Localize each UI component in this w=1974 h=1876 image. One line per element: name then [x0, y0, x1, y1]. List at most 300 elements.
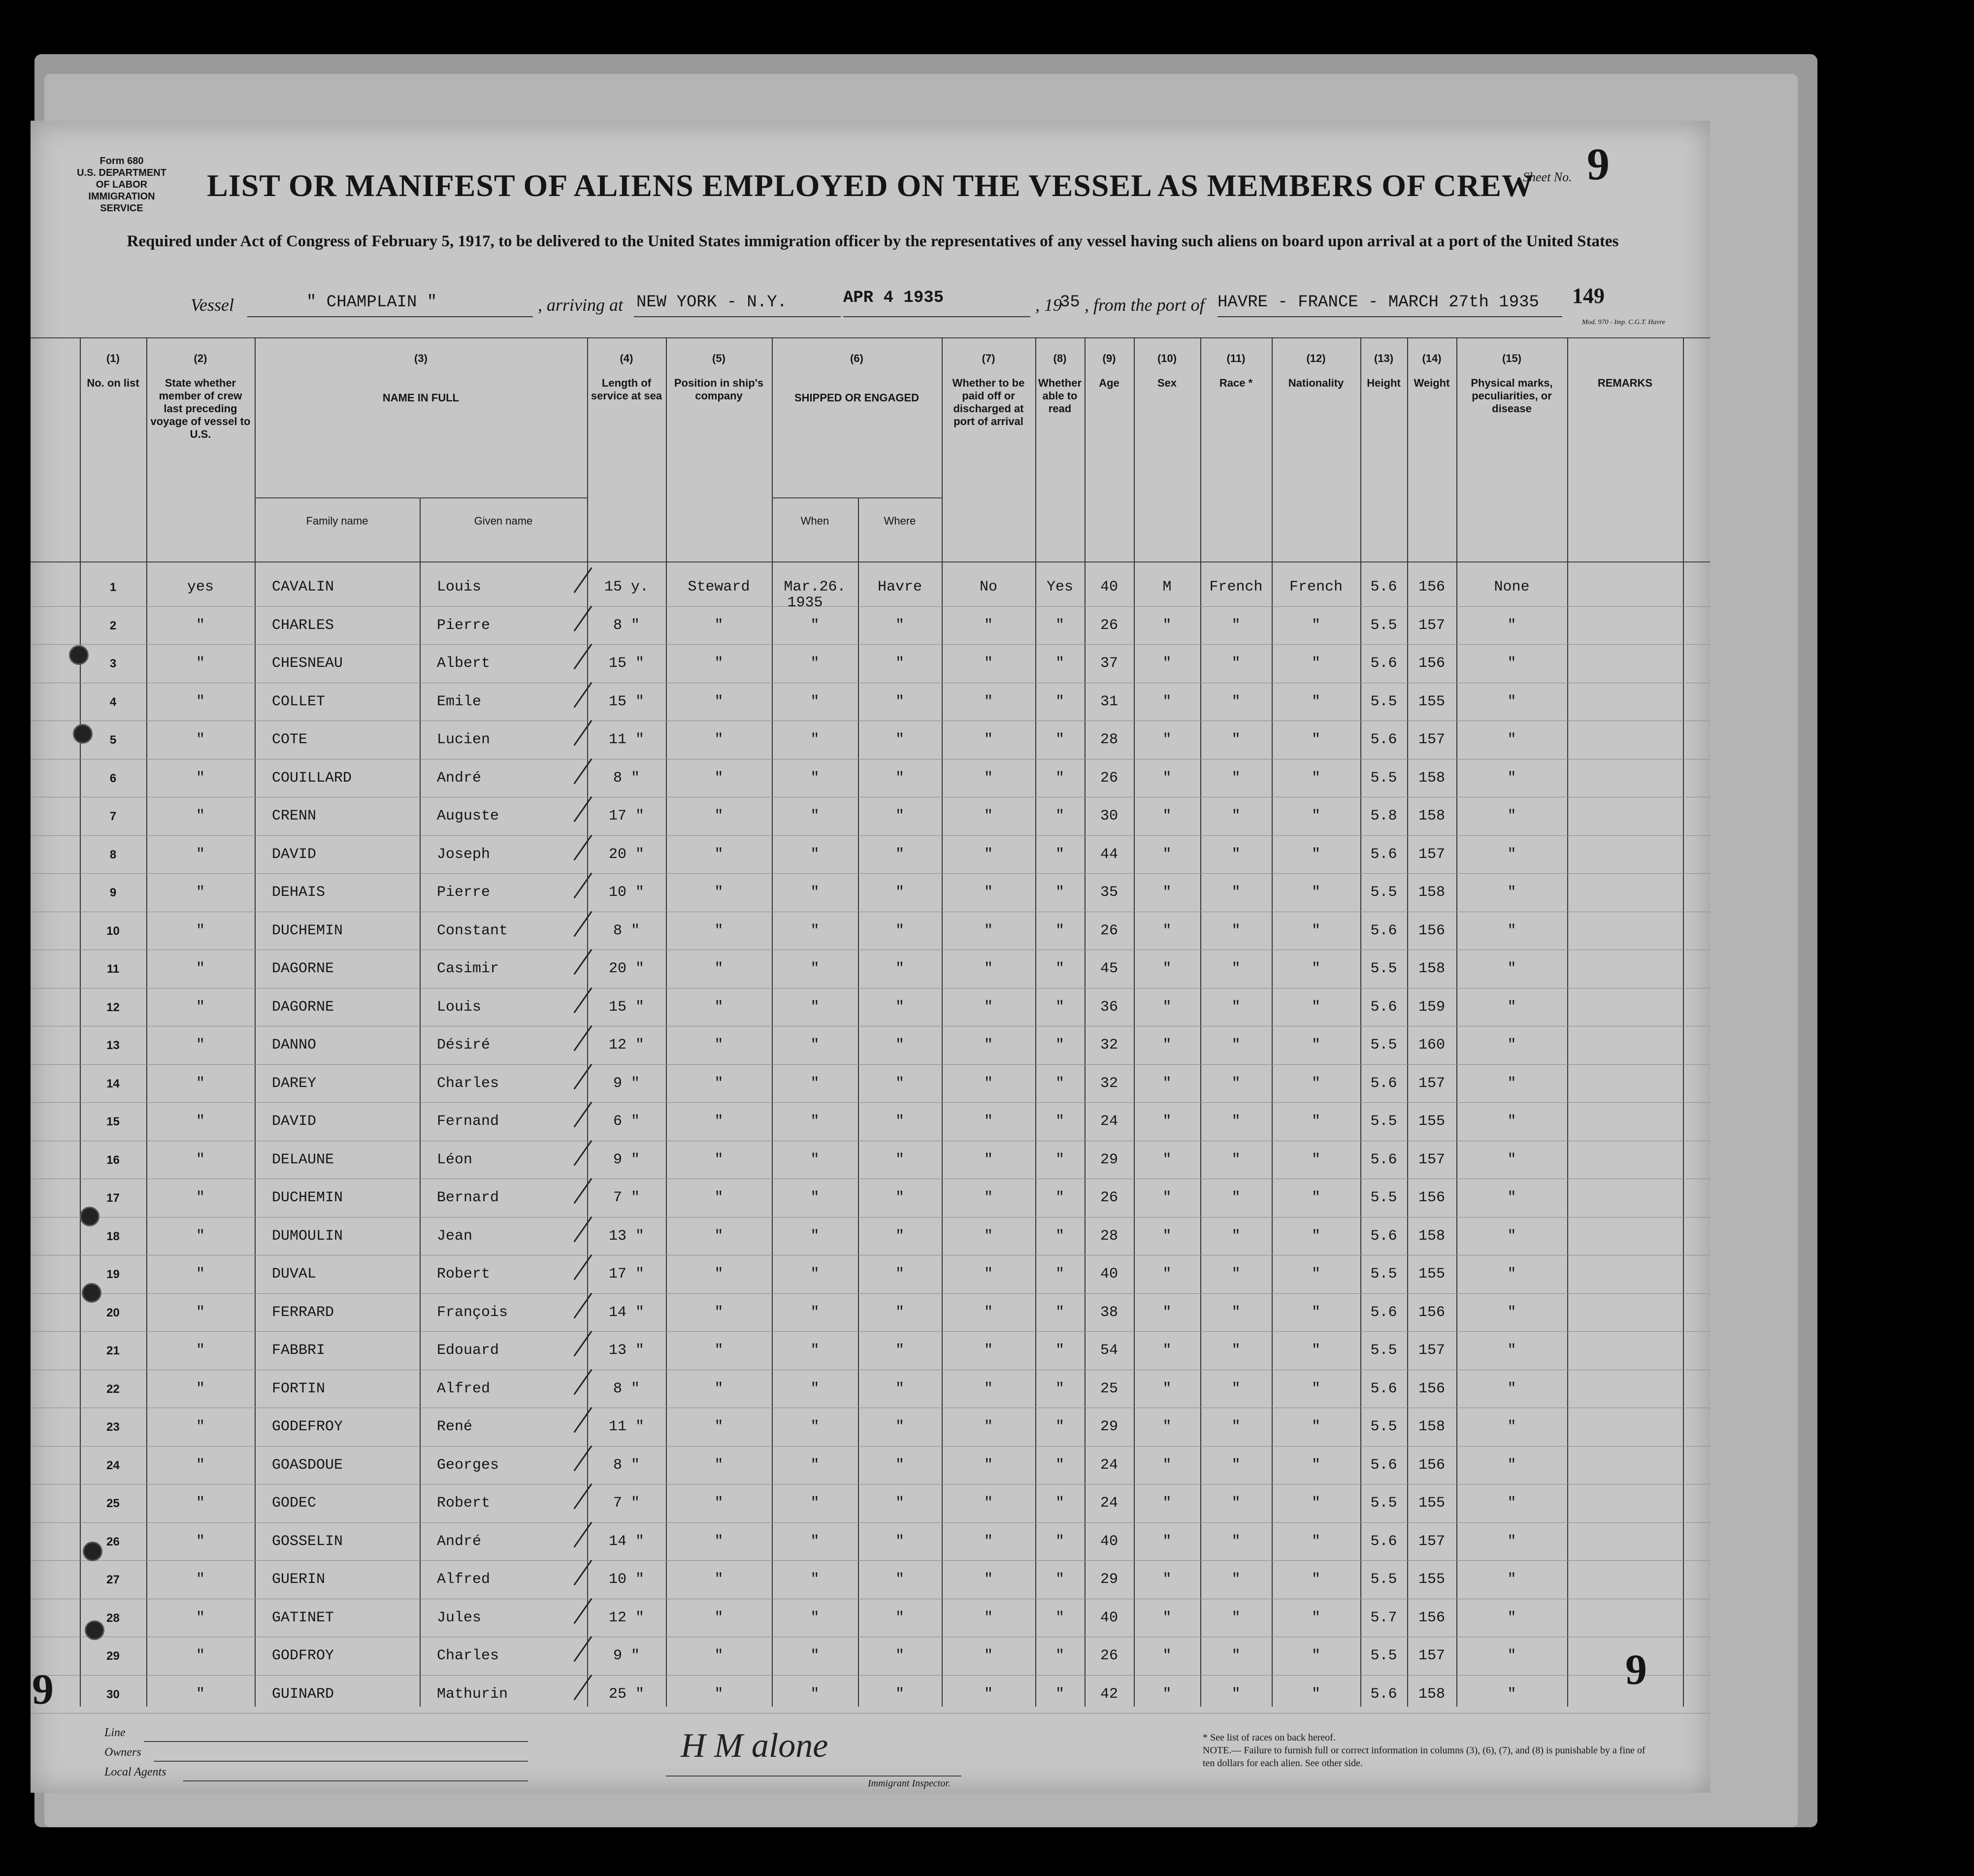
cell-marks: None — [1494, 579, 1530, 595]
cell-marks: " — [1507, 655, 1516, 672]
cell-nat: " — [1311, 1037, 1320, 1053]
cell-weight: 156 — [1418, 1456, 1445, 1474]
cell-where: " — [895, 769, 904, 787]
cell-height: 5.6 — [1370, 846, 1397, 863]
cell-paid: " — [984, 1609, 993, 1626]
cell-height: 5.5 — [1370, 1266, 1397, 1283]
cell-no: 21 — [106, 1344, 120, 1357]
column-header: Whether to be paid off or discharged at port of arrival — [952, 377, 1025, 428]
cell-read: " — [1055, 884, 1064, 901]
sheet-number-footer-right: 9 — [1625, 1646, 1647, 1694]
cell-race: " — [1231, 769, 1241, 787]
cell-read: " — [1055, 1571, 1064, 1588]
cell-height: 5.6 — [1370, 998, 1397, 1016]
cell-age: 40 — [1100, 1533, 1118, 1550]
cell-paid: " — [984, 769, 993, 787]
cell-where: " — [895, 884, 904, 901]
cell-no: 7 — [109, 810, 117, 823]
column-header: State whether member of crew last preceding voyage of vessel to U.S. — [150, 377, 251, 440]
cell-race: " — [1231, 1037, 1241, 1053]
column-header: Height — [1367, 377, 1401, 389]
column-header: Weight — [1414, 377, 1450, 389]
table-row — [31, 1490, 1710, 1528]
cell-paid: " — [984, 693, 993, 710]
cell-race: " — [1231, 922, 1241, 939]
cell-age: 54 — [1100, 1342, 1118, 1359]
vessel-line — [31, 291, 1710, 320]
cell-prev: " — [196, 1075, 205, 1092]
cell-no: 10 — [106, 924, 120, 938]
cell-service: 9 " — [613, 1075, 640, 1092]
cell-read: " — [1055, 1380, 1064, 1397]
cell-sex: " — [1162, 998, 1172, 1016]
date-stamp: APR 4 1935 — [843, 289, 944, 307]
cell-given: Alfred — [437, 1571, 491, 1588]
cell-age: 29 — [1100, 1418, 1118, 1435]
cell-prev: " — [196, 846, 205, 863]
subcolumn-header: Given name — [474, 515, 533, 527]
cell-age: 40 — [1100, 579, 1118, 595]
column-number: (11) — [1226, 352, 1246, 364]
cell-prev: " — [196, 1571, 205, 1588]
cell-family: COUILLARD — [272, 769, 352, 787]
cell-where: " — [895, 1227, 904, 1245]
cell-sex: " — [1162, 1495, 1172, 1512]
cell-where: " — [895, 1418, 904, 1435]
sheet-number: 9 — [1587, 139, 1610, 189]
cell-prev: " — [196, 617, 205, 634]
table-row — [31, 1376, 1710, 1414]
cell-marks: " — [1507, 1685, 1516, 1703]
cell-race: " — [1231, 1151, 1241, 1168]
cell-weight: 156 — [1418, 1380, 1445, 1397]
cell-age: 40 — [1100, 1609, 1118, 1626]
cell-age: 25 — [1100, 1380, 1118, 1397]
cell-when: " — [810, 1189, 820, 1206]
cell-paid: " — [984, 1037, 993, 1053]
cell-marks: " — [1507, 731, 1516, 748]
cell-given: René — [437, 1418, 473, 1435]
cell-age: 26 — [1100, 1189, 1118, 1206]
cell-nat: " — [1311, 1647, 1320, 1664]
cell-height: 5.7 — [1370, 1609, 1397, 1626]
cell-sex: " — [1162, 808, 1172, 824]
manifest-sheet — [31, 121, 1710, 1793]
cell-position: " — [714, 1533, 724, 1550]
arriving-port: NEW YORK - N.Y. — [636, 293, 788, 312]
cell-family: GODEC — [272, 1495, 317, 1512]
cell-paid: " — [984, 617, 993, 634]
cell-where: " — [895, 1189, 904, 1206]
cell-given: Robert — [437, 1495, 491, 1512]
cell-no: 18 — [106, 1229, 120, 1243]
cell-read: " — [1055, 1266, 1064, 1283]
cell-age: 31 — [1100, 693, 1118, 710]
cell-marks: " — [1507, 998, 1516, 1016]
cell-where: " — [895, 1609, 904, 1626]
cell-sex: " — [1162, 1189, 1172, 1206]
cell-when: " — [810, 884, 820, 901]
cell-position: " — [714, 1075, 724, 1092]
cell-sex: " — [1162, 731, 1172, 748]
cell-given: Charles — [437, 1647, 499, 1664]
subcolumn-header: Where — [884, 515, 916, 527]
cell-age: 24 — [1100, 1456, 1118, 1474]
cell-when: " — [810, 808, 820, 824]
penalty-note: NOTE.— Failure to furnish full or correct information in columns (3), (6), (7), and (8) is punishable by a fine of ten dollars for each alien. See other side. — [1203, 1745, 1645, 1769]
cell-age: 26 — [1100, 922, 1118, 939]
cell-prev: " — [196, 1495, 205, 1512]
cell-sex: " — [1162, 1113, 1172, 1130]
cell-marks: " — [1507, 1533, 1516, 1550]
cell-nat: " — [1311, 846, 1320, 863]
cell-height: 5.5 — [1370, 693, 1397, 710]
cell-nat: " — [1311, 1418, 1320, 1435]
cell-marks: " — [1507, 1189, 1516, 1206]
cell-paid: " — [984, 808, 993, 824]
cell-service: 10 " — [608, 1571, 644, 1588]
table-row — [31, 1452, 1710, 1490]
cell-paid: " — [984, 1495, 993, 1512]
cell-sex: " — [1162, 1571, 1172, 1588]
cell-where: " — [895, 1037, 904, 1053]
cell-service: 7 " — [613, 1495, 640, 1512]
cell-race: " — [1231, 846, 1241, 863]
cell-when: " — [810, 731, 820, 748]
cell-when: " — [810, 1571, 820, 1588]
cell-where: " — [895, 846, 904, 863]
cell-given: Auguste — [437, 808, 499, 824]
cell-service: 8 " — [613, 1456, 640, 1474]
cell-race: " — [1231, 808, 1241, 824]
cell-sex: " — [1162, 1380, 1172, 1397]
cell-race: " — [1231, 1495, 1241, 1512]
cell-height: 5.6 — [1370, 655, 1397, 672]
cell-sex: " — [1162, 1075, 1172, 1092]
table-row — [31, 994, 1710, 1032]
cell-family: CAVALIN — [272, 579, 334, 595]
cell-prev: " — [196, 731, 205, 748]
cell-prev: " — [196, 1647, 205, 1664]
cell-race: " — [1231, 1456, 1241, 1474]
vessel-name: " CHAMPLAIN " — [306, 293, 437, 312]
cell-given: Lucien — [437, 731, 491, 748]
cell-nat: " — [1311, 1456, 1320, 1474]
cell-position: " — [714, 1456, 724, 1474]
cell-paid: " — [984, 1342, 993, 1359]
cell-prev: " — [196, 998, 205, 1016]
cell-where: " — [895, 1495, 904, 1512]
cell-position: Steward — [688, 579, 750, 595]
cell-age: 28 — [1100, 731, 1118, 748]
cell-when: " — [810, 1342, 820, 1359]
cell-weight: 155 — [1418, 693, 1445, 710]
cell-paid: " — [984, 1113, 993, 1130]
cell-where: Havre — [877, 579, 922, 595]
cell-marks: " — [1507, 693, 1516, 710]
cell-age: 32 — [1100, 1037, 1118, 1053]
cell-no: 19 — [106, 1268, 120, 1281]
cell-service: 10 " — [608, 884, 644, 901]
cell-service: 9 " — [613, 1151, 640, 1168]
cell-age: 45 — [1100, 960, 1118, 977]
column-number: (7) — [982, 352, 995, 364]
cell-position: " — [714, 1113, 724, 1130]
race-note: * See list of races on back hereof. — [1203, 1732, 1336, 1743]
table-row — [31, 1643, 1710, 1681]
cell-weight: 156 — [1418, 655, 1445, 672]
cell-family: GODFROY — [272, 1647, 334, 1664]
cell-read: Yes — [1046, 579, 1073, 595]
cell-weight: 155 — [1418, 1571, 1445, 1588]
cell-read: " — [1055, 693, 1064, 710]
cell-weight: 160 — [1418, 1037, 1445, 1053]
table-row — [31, 1337, 1710, 1376]
line-label: Line — [104, 1726, 126, 1739]
binder-hole-icon — [83, 1542, 102, 1561]
cell-read: " — [1055, 922, 1064, 939]
cell-no: 30 — [106, 1687, 120, 1701]
cell-given: Charles — [437, 1075, 499, 1092]
cell-age: 24 — [1100, 1495, 1118, 1512]
cell-family: DELAUNE — [272, 1151, 334, 1168]
reference-number: 149 — [1572, 284, 1605, 308]
cell-given: Pierre — [437, 617, 491, 634]
cell-service: 13 " — [608, 1227, 644, 1245]
cell-when: " — [810, 998, 820, 1016]
cell-when: " — [810, 1647, 820, 1664]
cell-marks: " — [1507, 922, 1516, 939]
cell-given: Emile — [437, 693, 482, 710]
cell-age: 38 — [1100, 1304, 1118, 1321]
cell-nat: " — [1311, 922, 1320, 939]
cell-family: COTE — [272, 731, 308, 748]
cell-weight: 158 — [1418, 1685, 1445, 1703]
binder-hole-icon — [73, 724, 93, 744]
cell-sex: " — [1162, 1037, 1172, 1053]
cell-where: " — [895, 1380, 904, 1397]
cell-race: " — [1231, 1342, 1241, 1359]
cell-family: FERRARD — [272, 1304, 334, 1321]
cell-sex: " — [1162, 922, 1172, 939]
cell-nat: " — [1311, 1609, 1320, 1626]
cell-sex: " — [1162, 1227, 1172, 1245]
cell-height: 5.6 — [1370, 1685, 1397, 1703]
cell-marks: " — [1507, 1380, 1516, 1397]
table-row — [31, 689, 1710, 727]
cell-position: " — [714, 1418, 724, 1435]
cell-nat: " — [1311, 1685, 1320, 1703]
cell-position: " — [714, 846, 724, 863]
sheet-label: Sheet No. — [1523, 170, 1572, 184]
cell-weight: 157 — [1418, 617, 1445, 634]
cell-prev: " — [196, 693, 205, 710]
cell-nat: " — [1311, 769, 1320, 787]
cell-age: 35 — [1100, 884, 1118, 901]
cell-paid: " — [984, 1685, 993, 1703]
cell-paid: " — [984, 960, 993, 977]
cell-position: " — [714, 693, 724, 710]
cell-race: " — [1231, 960, 1241, 977]
cell-prev: " — [196, 1533, 205, 1550]
table-row — [31, 879, 1710, 918]
local-agents-label: Local Agents — [104, 1766, 166, 1778]
cell-position: " — [714, 1304, 724, 1321]
cell-prev: " — [196, 1418, 205, 1435]
cell-nat: " — [1311, 998, 1320, 1016]
cell-nat: " — [1311, 1495, 1320, 1512]
cell-height: 5.5 — [1370, 1189, 1397, 1206]
cell-read: " — [1055, 998, 1064, 1016]
cell-prev: " — [196, 1304, 205, 1321]
cell-height: 5.5 — [1370, 1037, 1397, 1053]
cell-weight: 157 — [1418, 1533, 1445, 1550]
cell-paid: " — [984, 1647, 993, 1664]
cell-service: 12 " — [608, 1609, 644, 1626]
cell-sex: " — [1162, 1418, 1172, 1435]
cell-race: " — [1231, 1227, 1241, 1245]
cell-sex: " — [1162, 1647, 1172, 1664]
cell-no: 3 — [109, 657, 117, 670]
cell-age: 40 — [1100, 1266, 1118, 1283]
cell-paid: " — [984, 1189, 993, 1206]
binder-hole-icon — [82, 1283, 101, 1303]
cell-family: GOASDOUE — [272, 1456, 343, 1474]
subcolumn-header: Family name — [306, 515, 368, 527]
cell-paid: " — [984, 846, 993, 863]
cell-given: Albert — [437, 655, 491, 672]
cell-nat: " — [1311, 693, 1320, 710]
column-number: (13) — [1374, 352, 1394, 364]
cell-read: " — [1055, 1304, 1064, 1321]
cell-no: 11 — [106, 962, 120, 976]
column-header: Race * — [1219, 377, 1253, 389]
cell-service: 11 " — [608, 731, 644, 748]
cell-marks: " — [1507, 617, 1516, 634]
cell-position: " — [714, 1495, 724, 1512]
cell-nat: " — [1311, 960, 1320, 977]
cell-position: " — [714, 1647, 724, 1664]
cell-paid: " — [984, 655, 993, 672]
cell-weight: 157 — [1418, 1342, 1445, 1359]
table-row — [31, 1261, 1710, 1299]
cell-no: 6 — [109, 771, 117, 785]
cell-no: 27 — [106, 1573, 120, 1586]
table-row — [31, 574, 1710, 612]
cell-race: " — [1231, 1609, 1241, 1626]
cell-given: Fernand — [437, 1113, 499, 1130]
cell-race: " — [1231, 1647, 1241, 1664]
cell-sex: " — [1162, 693, 1172, 710]
column-header: Position in ship's company — [674, 377, 764, 402]
cell-read: " — [1055, 1685, 1064, 1703]
cell-height: 5.5 — [1370, 960, 1397, 977]
cell-family: GUINARD — [272, 1685, 334, 1703]
cell-service: 17 " — [608, 1266, 644, 1283]
cell-marks: " — [1507, 1227, 1516, 1245]
cell-position: " — [714, 655, 724, 672]
table-row — [31, 1528, 1710, 1567]
cell-weight: 156 — [1418, 1189, 1445, 1206]
cell-age: 26 — [1100, 1647, 1118, 1664]
cell-race: " — [1231, 1380, 1241, 1397]
cell-nat: " — [1311, 617, 1320, 634]
cell-service: 9 " — [613, 1647, 640, 1664]
cell-prev: yes — [187, 579, 214, 595]
cell-read: " — [1055, 1227, 1064, 1245]
cell-age: 37 — [1100, 655, 1118, 672]
cell-marks: " — [1507, 1418, 1516, 1435]
cell-race: " — [1231, 731, 1241, 748]
footer — [31, 1707, 1710, 1793]
cell-prev: " — [196, 1380, 205, 1397]
cell-when: " — [810, 1304, 820, 1321]
cell-height: 5.6 — [1370, 1151, 1397, 1168]
cell-read: " — [1055, 1533, 1064, 1550]
column-number: (1) — [106, 352, 120, 364]
cell-position: " — [714, 1227, 724, 1245]
column-header: Whether able to read — [1038, 377, 1082, 415]
cell-marks: " — [1507, 1495, 1516, 1512]
cell-weight: 155 — [1418, 1113, 1445, 1130]
cell-weight: 157 — [1418, 1151, 1445, 1168]
cell-paid: " — [984, 884, 993, 901]
cell-position: " — [714, 1380, 724, 1397]
cell-where: " — [895, 808, 904, 824]
cell-nat: French — [1289, 579, 1343, 595]
table-row — [31, 955, 1710, 994]
cell-weight: 158 — [1418, 884, 1445, 901]
cell-read: " — [1055, 1037, 1064, 1053]
cell-service: 15 " — [608, 693, 644, 710]
cell-service: 6 " — [613, 1113, 640, 1130]
cell-prev: " — [196, 1609, 205, 1626]
cell-no: 13 — [106, 1039, 120, 1052]
cell-nat: " — [1311, 808, 1320, 824]
cell-weight: 155 — [1418, 1495, 1445, 1512]
table-row — [31, 650, 1710, 689]
cell-no: 14 — [106, 1077, 120, 1090]
table-row — [31, 726, 1710, 765]
cell-nat: " — [1311, 1266, 1320, 1283]
cell-sex: " — [1162, 769, 1172, 787]
inspector-label: Immigrant Inspector. — [868, 1778, 951, 1789]
cell-family: DUVAL — [272, 1266, 317, 1283]
cell-service: 8 " — [613, 769, 640, 787]
column-header: SHIPPED OR ENGAGED — [794, 392, 920, 404]
cell-height: 5.5 — [1370, 769, 1397, 787]
cell-service: 14 " — [608, 1304, 644, 1321]
cell-nat: " — [1311, 1304, 1320, 1321]
cell-service: 15 y. — [604, 579, 649, 595]
cell-weight: 157 — [1418, 731, 1445, 748]
cell-family: FORTIN — [272, 1380, 326, 1397]
sheet-number-footer-left: 9 — [32, 1666, 54, 1713]
cell-when: " — [810, 846, 820, 863]
cell-prev: " — [196, 769, 205, 787]
column-header: No. on list — [87, 377, 139, 389]
cell-race: French — [1209, 579, 1263, 595]
cell-family: CHARLES — [272, 617, 334, 634]
cell-family: DEHAIS — [272, 884, 326, 901]
cell-when: " — [810, 1495, 820, 1512]
cell-read: " — [1055, 731, 1064, 748]
cell-given: Mathurin — [437, 1685, 508, 1703]
cell-where: " — [895, 1647, 904, 1664]
cell-position: " — [714, 884, 724, 901]
cell-prev: " — [196, 655, 205, 672]
cell-read: " — [1055, 1418, 1064, 1435]
